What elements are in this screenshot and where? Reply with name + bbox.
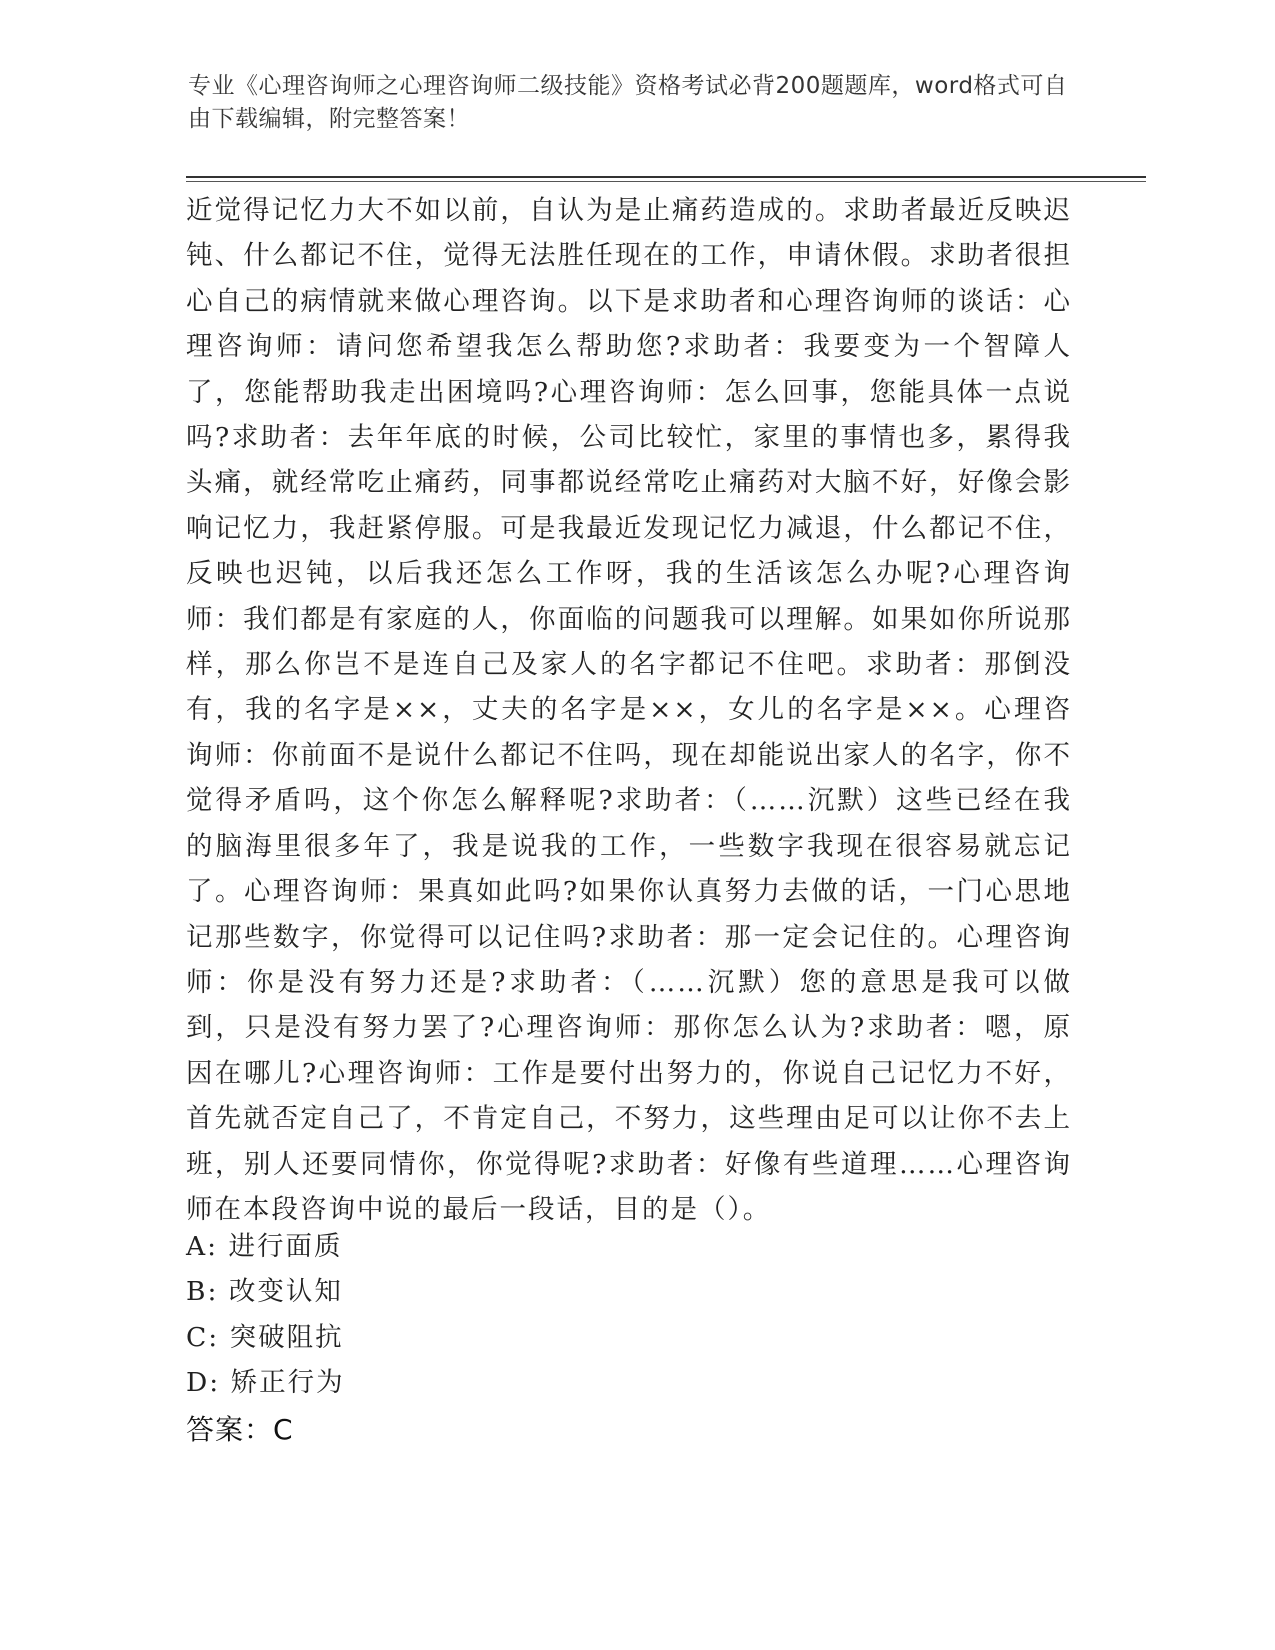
option-c: C: 突破阻抗 [186, 1321, 344, 1353]
answer-options [186, 1224, 1072, 1406]
option-d: D: 矫正行为 [186, 1367, 345, 1399]
question-text: 近觉得记忆力大不如以前，自认为是止痛药造成的。求助者最近反映迟钝、什么都记不住，觉得无法胜任现在的工作，申请休假。求助者很担心自己的病情就来做心理咨询。以下是求助者和心理咨询师的谈话：心理咨询师：请问您希望我怎么帮助您?求助者：我要变为一个智障人了，您能帮助我走出困境吗?心理咨询师：怎么回事，您能具体一点说吗?求助者：去年年底的时候，公司比较忙，家里的事情也多，累得我头痛，就经常吃止痛药，同事都说经常吃止痛药对大脑不好，好像会影响记忆力，我赶紧停服。可是我最近发现记忆力减退，什么都记不住，反映也迟钝，以后我还怎么工作呀，我的生活该怎么办呢?心理咨询师：我们都是有家庭的人，你面临的问题我可以理解。如果如你所说那样，那么你岂不是连自己及家人的名字都记不住吧。求助者：那倒没有，我的名字是××，丈夫的名字是××，女儿的名字是××。心理咨询师：你前面不是说什么都记不住吗，现在却能说出家人的名字，你不觉得矛盾吗，这个你怎么解释呢?求助者：（……沉默）这些已经在我的脑海里很多年了，我是说我的工作，一些数字我现在很容易就忘记了。心理咨询师：果真如此吗?如果你认真努力去做的话，一门心思地记那些数字，你觉得可以记住吗?求助者：那一定会记住的。心理咨询师：你是没有努力还是?求助者：（……沉默）您的意思是我可以做到，只是没有努力罢了?心理咨询师：那你怎么认为?求助者：嗯，原因在哪儿?心理咨询师：工作是要付出努力的，你说自己记忆力不好，首先就否定自己了，不肯定自己，不努力，这些理由足可以让你不去上班，别人还要同情你，你觉得呢?求助者：好像有些道理……心理咨询师在本段咨询中说的最后一段话，目的是（）。 [186, 195, 1072, 1225]
answer-line: 答案：C [186, 1413, 294, 1446]
page-header-title: 专业《心理咨询师之心理咨询师二级技能》资格考试必背200题题库，word格式可自由下载编辑，附完整答案！ [188, 73, 1068, 132]
header-rule-thin [186, 181, 1146, 182]
header-rule-thick [186, 176, 1146, 178]
option-b: B: 改变认知 [186, 1276, 343, 1308]
option-a: A: 进行面质 [186, 1231, 343, 1262]
